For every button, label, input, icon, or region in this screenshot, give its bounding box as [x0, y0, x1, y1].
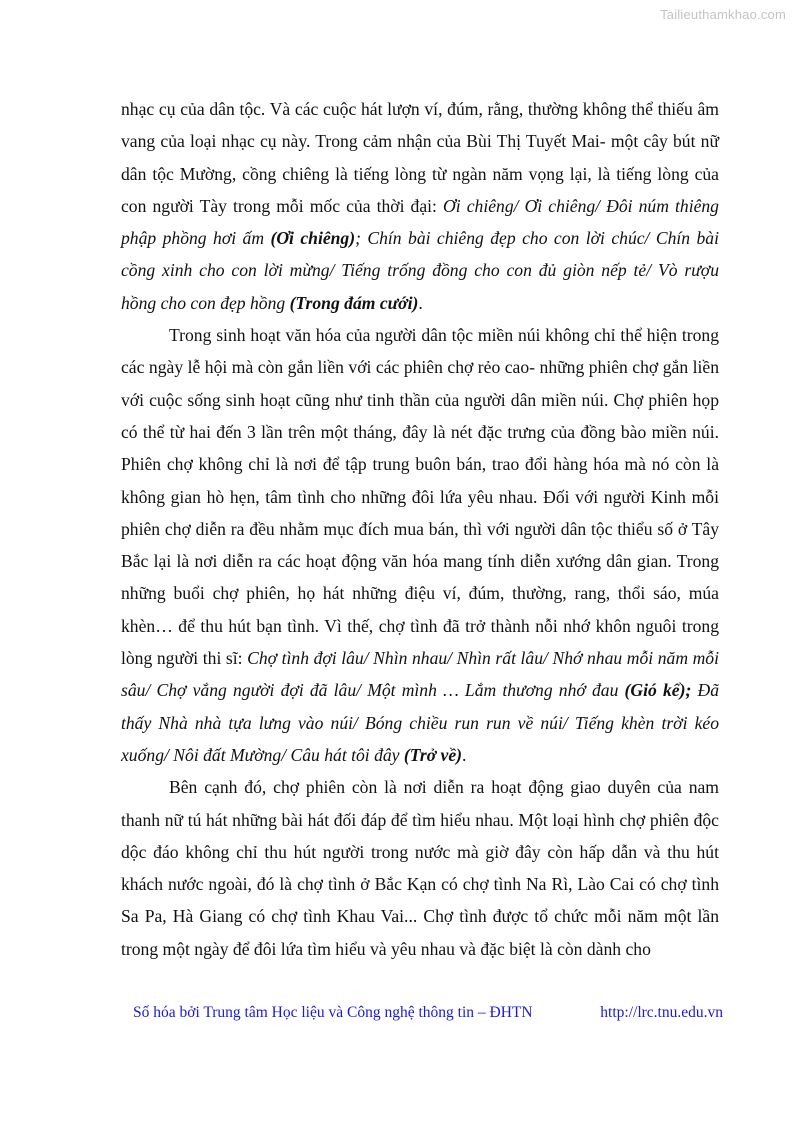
text-segment: .: [462, 744, 467, 765]
watermark-text: Tailieuthamkhao.com: [660, 7, 786, 22]
poem-title: (Ơi chiêng): [270, 228, 356, 249]
poem-quote: Đã thấy Nhà nhà tựa lưng vào núi/ Bóng chiều run run về núi/ Tiếng khèn trời kéo xuống/ Nôi đất Mường/ Câu hát tôi đây: [121, 680, 719, 765]
page-footer: [133, 1004, 723, 1022]
poem-title: (Trong đám cưới): [289, 292, 419, 313]
paragraph-gong: [121, 93, 719, 319]
poem-quote: Chợ tình đợi lâu/ Nhìn nhau/ Nhìn rất lâu/ Nhớ nhau mỗi năm mỗi sâu/ Chợ vắng người đợi đã lâu/ Một mình … Lắm thương nhớ đau: [121, 648, 719, 701]
document-body: [121, 93, 719, 965]
poem-title: (Gió kể);: [624, 680, 692, 701]
text-segment: .: [418, 292, 423, 313]
paragraph-market: [121, 319, 719, 771]
footer-url-link[interactable]: http://lrc.tnu.edu.vn: [600, 1004, 723, 1021]
text-segment: Bên cạnh đó, chợ phiên còn là nơi diễn ra hoạt động giao duyên của nam thanh nữ tú hát những bài hát đối đáp để tìm hiểu nhau. Một loại hình chợ phiên độc dộc đáo không chỉ thu hút người trong nước mà giờ đây còn hấp dẫn và thu hút khách nước ngoài, đó là chợ tình ở Bắc Kạn có chợ tình Na Rì, Lào Cai có chợ tình Sa Pa, Hà Giang có chợ tình Khau Vai... Chợ tình được tổ chức mỗi năm một lần trong một ngày để đôi lứa tìm hiểu và yêu nhau và đặc biệt là còn dành cho: [121, 777, 719, 959]
poem-quote: Ơi chiêng/ Ơi chiêng/ Đôi núm thiêng phập phồng hơi ấm: [121, 195, 719, 249]
paragraph-love-market: [121, 771, 719, 965]
text-segment: Trong sinh hoạt văn hóa của người dân tộc miền núi không chỉ thể hiện trong các ngày lễ hội mà còn gắn liền với các phiên chợ rẻo cao- những phiên chợ gắn liền với cuộc sống sinh hoạt cũng như tinh thần của người dân miền núi. Chợ phiên họp có thể từ hai đến 3 lần trên một tháng, đây là nét đặc trưng của đồng bào miền núi. Phiên chợ không chỉ là nơi để tập trung buôn bán, trao đổi hàng hóa mà nó còn là không gian hò hẹn, tâm tình cho những đôi lứa yêu nhau. Đối với người Kinh mỗi phiên chợ diễn ra đều nhằm mục đích mua bán, thì với người dân tộc thiểu số ở Tây Bắc lại là nơi diễn ra các hoạt động văn hóa mang tính diễn xướng dân gian. Trong những buổi chợ phiên, họ hát những điệu ví, đúm, thường, rang, thổi sáo, múa khèn… để thu hút bạn tình. Vì thế, chợ tình đã trở thành nỗi nhớ khôn nguôi trong lòng người thi sĩ:: [121, 325, 719, 669]
poem-quote: ; Chín bài chiêng đẹp cho con lời chúc/ Chín bài cồng xinh cho con lời mừng/ Tiếng trống đồng cho con đủ giòn nếp tẻ/ Vò rượu hồng cho con đẹp hồng: [121, 228, 719, 313]
poem-title: (Trở về): [403, 744, 463, 765]
text-segment: nhạc cụ của dân tộc. Và các cuộc hát lượn ví, đúm, rằng, thường không thể thiếu âm vang của loại nhạc cụ này. Trong cảm nhận của Bùi Thị Tuyết Mai- một cây bút nữ dân tộc Mường, cồng chiêng là tiếng lòng từ ngàn năm vọng lại, là tiếng lòng của con người Tày trong mỗi mốc của thời đại:: [121, 99, 719, 216]
footer-credit: Số hóa bởi Trung tâm Học liệu và Công nghệ thông tin – ĐHTN: [133, 1004, 533, 1021]
